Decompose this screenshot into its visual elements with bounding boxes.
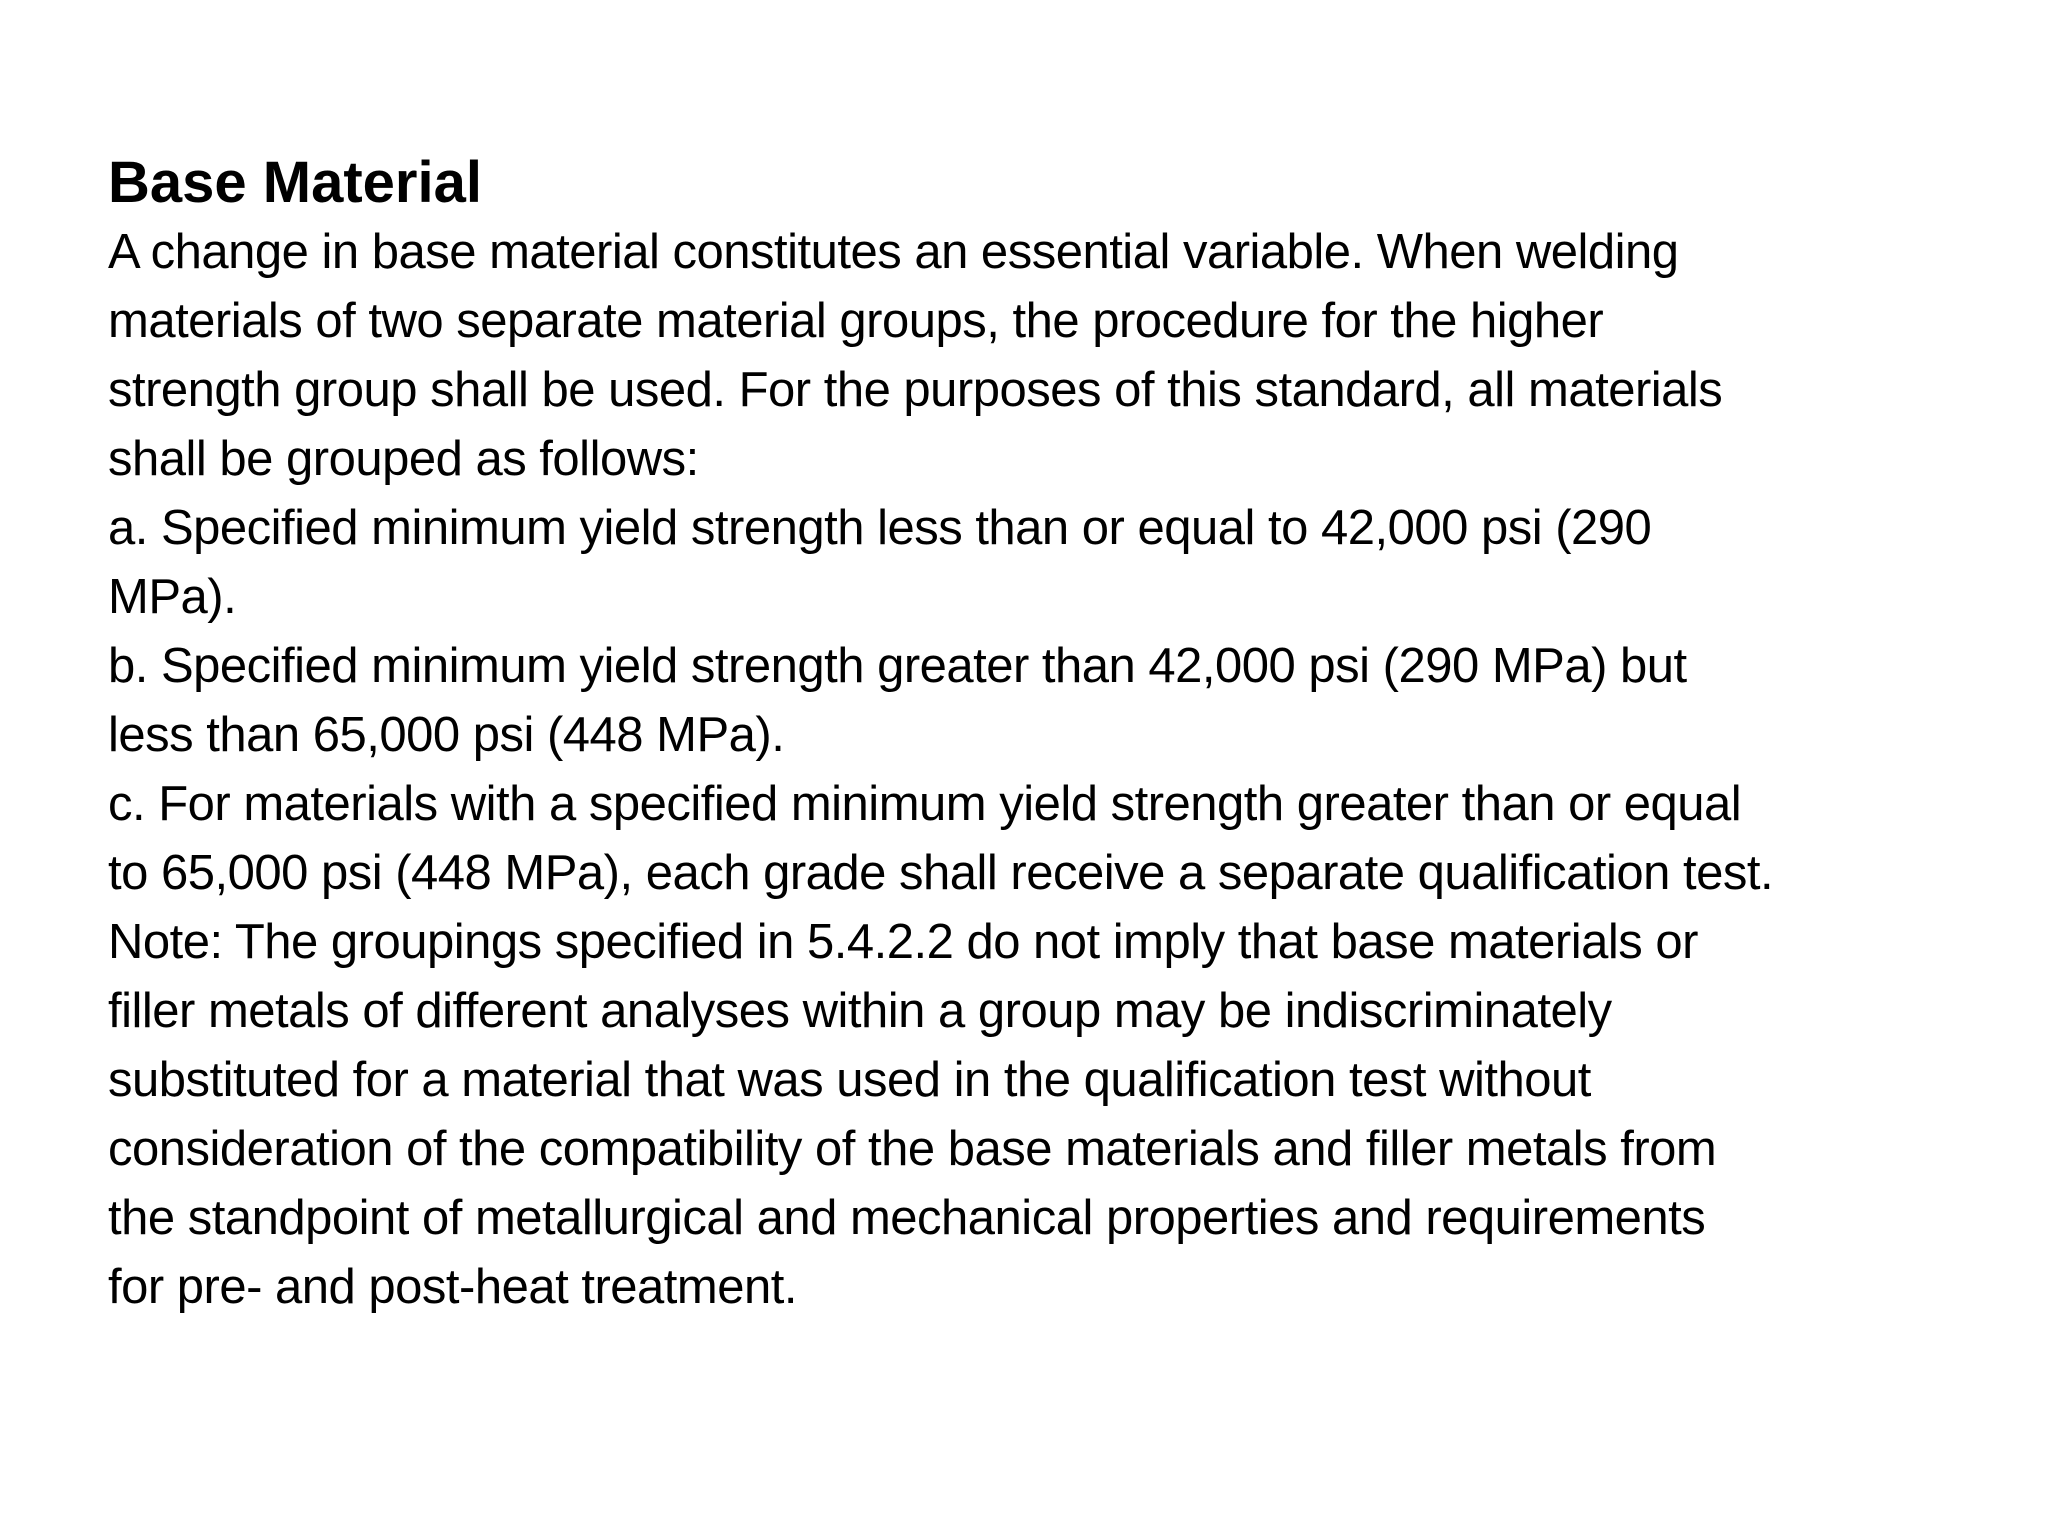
section-title: Base Material	[108, 150, 482, 215]
body-text	[108, 218, 1988, 1322]
note-line: filler metals of different analyses within a group may be indiscriminately	[108, 984, 1612, 1038]
note-line: for pre- and post-heat treatment.	[108, 1260, 797, 1314]
list-item-a-line: MPa).	[108, 570, 237, 624]
list-item-b-line: less than 65,000 psi (448 MPa).	[108, 708, 785, 762]
note-line: consideration of the compatibility of the base materials and filler metals from	[108, 1122, 1717, 1176]
list-item-b-line: b. Specified minimum yield strength greater than 42,000 psi (290 MPa) but	[108, 639, 1687, 693]
note-line: Note: The groupings specified in 5.4.2.2 do not imply that base materials or	[108, 915, 1698, 969]
list-item-a-line: a. Specified minimum yield strength less than or equal to 42,000 psi (290	[108, 501, 1652, 555]
text-line: materials of two separate material groups, the procedure for the higher	[108, 294, 1604, 348]
text-line: shall be grouped as follows:	[108, 432, 699, 486]
text-line: A change in base material constitutes an essential variable. When welding	[108, 225, 1679, 279]
list-item-c-line: c. For materials with a specified minimum yield strength greater than or equal	[108, 777, 1742, 831]
document-slide	[108, 148, 1988, 1322]
list-item-c-line: to 65,000 psi (448 MPa), each grade shall receive a separate qualification test.	[108, 846, 1774, 900]
note-line: substituted for a material that was used in the qualification test without	[108, 1053, 1591, 1107]
note-line: the standpoint of metallurgical and mechanical properties and requirements	[108, 1191, 1706, 1245]
text-line: strength group shall be used. For the purposes of this standard, all materials	[108, 363, 1723, 417]
